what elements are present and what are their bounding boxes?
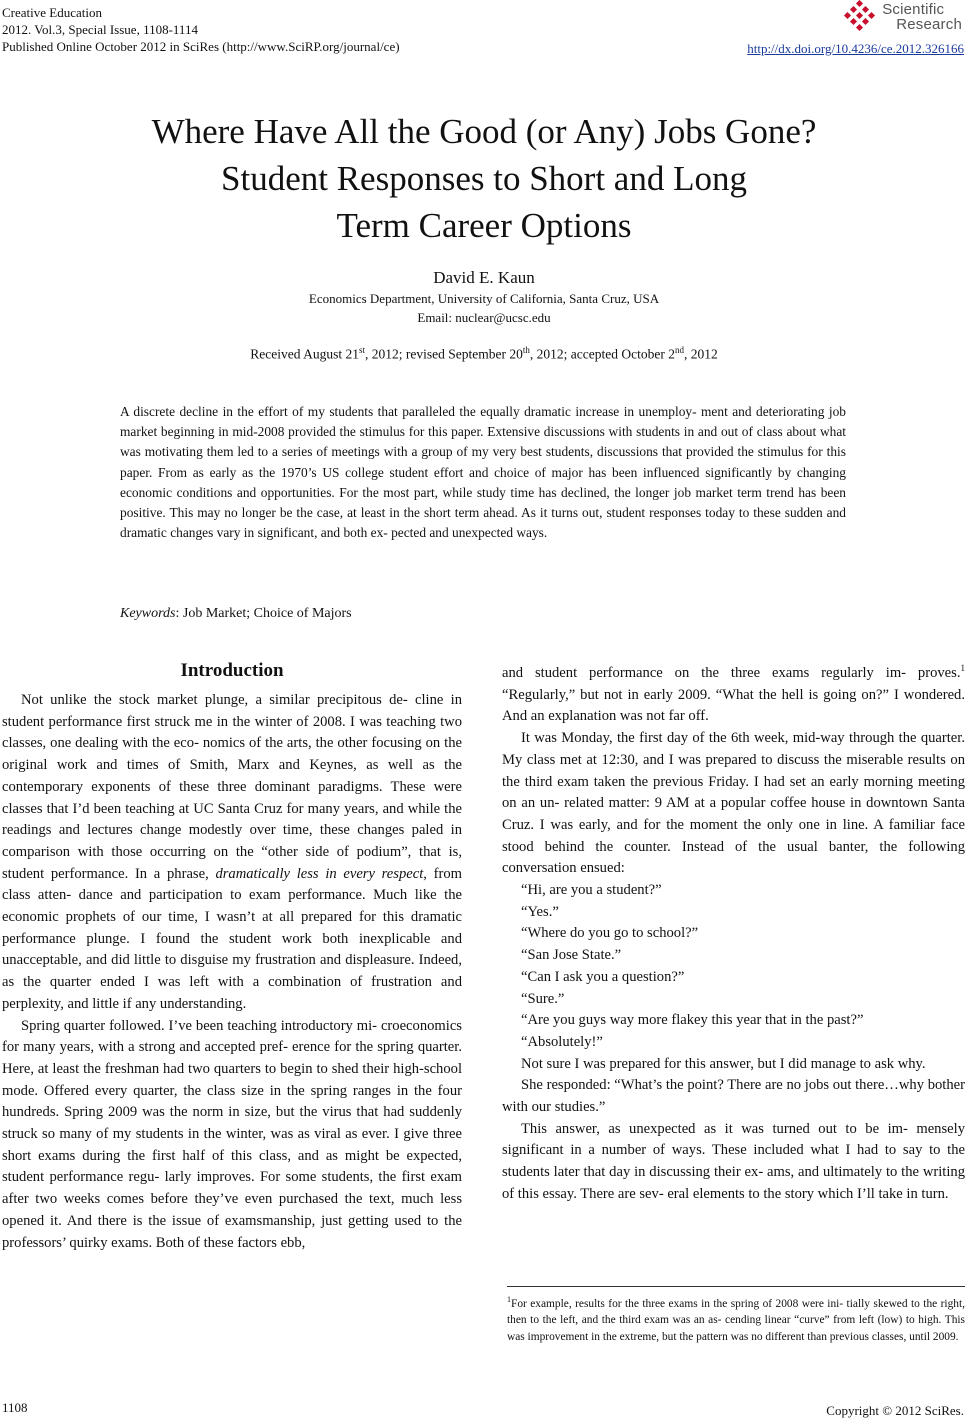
paragraph: Spring quarter followed. I’ve been teaching introductory mi- croeconomics for many years, with a strong and accepted pref- erence for the spring quarter. Here, at least the freshman had two quarters to begin to shed their high-school mode. Offered every quarter, the class size in the spring ranges in the four hundreds. Spring 2009 was the norm in size, but the virus that had suddenly struck so many of my students in the winter, was as viral as ever. I give three short exams during the first half of this class, and as might be expected, student performance regu- larly improves. For some students, the first exam after two weeks comes before they’ve even purchased the text, much less opened it. And there is the issue of examsmanship, just getting used to the professors’ quirky exams. Both of these factors ebb, [2, 1017, 462, 1251]
logo-wordmark [882, 2, 962, 32]
paragraph-text: and student performance on the three exams regularly im- proves. [502, 665, 961, 681]
scientific-research-logo [842, 0, 962, 34]
title-line-3: Term Career Options [336, 206, 632, 245]
publication-info: Published Online October 2012 in SciRes (http://www.SciRP.org/journal/ce) [2, 39, 400, 54]
paragraph [2, 690, 462, 1016]
dialogue-line: “Absolutely!” [521, 1033, 603, 1050]
footnote-ref[interactable]: 1 [960, 663, 965, 674]
footnote [507, 1292, 965, 1346]
logo-diamond-icon [842, 0, 878, 34]
dialogue-line: “Can I ask you a question?” [521, 968, 685, 985]
right-column [502, 663, 965, 1206]
doi-link[interactable]: http://dx.doi.org/10.4236/ce.2012.326166 [747, 41, 964, 56]
keywords-label: Keywords [120, 606, 176, 621]
paragraph-text: Not unlike the stock market plunge, a similar precipitous de- cline in student performance first struck me in the winter of 2008. I was teaching two classes, one dealing with the eco- nomics of the arts, the other focusing on the original work and times of Smith, Marx and Keynes, as well as the contemporary exponents of these three dominant paradigms. These were classes that I’d been teaching at UC Santa Cruz for many years, and while the readings and lectures change modestly over time, these changes paled in comparison with those occurring on the “other side of podium”, that is, student performance. In a phrase, [2, 692, 462, 882]
dialogue-line: “Where do you go to school?” [521, 925, 699, 942]
dialogue-line: “Are you guys way more flakey this year that in the past?” [521, 1012, 864, 1029]
doi-link-container [747, 41, 964, 57]
keywords-list: : Job Market; Choice of Majors [175, 606, 352, 621]
author-affiliation: Economics Department, University of California, Santa Cruz, USA [308, 291, 660, 306]
footnote-text: For example, results for the three exams in the spring of 2008 were ini- tially skewed to the right, then to the left, and the third exam was an as- cending linear “curve” from left (low) to high. This was improvement in the extreme, but the pattern was no different than previous classes, until 2009. [507, 1297, 965, 1343]
journal-issue: 2012. Vol.3, Special Issue, 1108-1114 [2, 22, 198, 37]
paragraph [502, 663, 965, 728]
title-line-1: Where Have All the Good (or Any) Jobs Gone? [151, 112, 817, 151]
left-column [2, 657, 462, 1254]
author-email: Email: nuclear@ucsc.edu [417, 310, 551, 325]
footnote-divider [507, 1286, 965, 1287]
dialogue-line: “Yes.” [521, 903, 559, 920]
paragraph: Not sure I was prepared for this answer, but I did manage to ask why. [521, 1055, 926, 1072]
journal-header [2, 4, 400, 55]
emphasis-text: dramatically less in every respect [215, 865, 424, 882]
paragraph-text: , from class atten- dance and participation to exam performance. Much like the economic prophets of our time, I wasn’t at all prepared for this dramatic performance plunge. I found the student work both inexplicable and unacceptable, and did little to disguise my frustration and displeasure. Indeed, as the quarter ended I was left with a combination of frustration and perplexity, and little if any understanding. [2, 865, 463, 1012]
copyright: Copyright © 2012 SciRes. [826, 1403, 964, 1418]
date-accepted: , 2012; accepted October 2 [529, 346, 675, 362]
date-revised: , 2012; revised September 20 [365, 346, 523, 362]
date-end: , 2012 [683, 346, 718, 362]
logo-line-2: Research [896, 16, 962, 33]
title-line-2: Student Responses to Short and Long [221, 159, 747, 198]
logo-line-1: Scientific [882, 1, 945, 18]
submission-dates [0, 345, 968, 363]
date-accepted-sup: nd [674, 345, 684, 355]
dialogue-line: “Hi, are you a student?” [521, 882, 662, 899]
paper-title [0, 108, 968, 249]
date-received: Received August 21 [250, 346, 360, 362]
paragraph-text: “Regularly,” but not in early 2009. “What the hell is going on?” I wondered. And an explanation was not far off. [502, 686, 965, 725]
abstract: A discrete decline in the effort of my students that paralleled the equally dramatic increase in unemploy- ment and deteriorating job market beginning in mid-2008 provided the stimulus for this paper. Extensive discussions with students in and out of class about what was motivating them led to a series of meetings with a group of my very best students, discussions that provided the stimulus for this paper. From as early as the 1970’s US college student effort and choice of major has been influenced significantly by changing economic conditions and opportunities. For the most part, while study time has declined, the longer job market term trend has been positive. This may no longer be the case, at least in the short term ahead. As it turns out, student responses today to these sudden and dramatic changes vary in significant, and both ex- pected and unexpected ways. [120, 404, 846, 541]
author-name: David E. Kaun [433, 268, 535, 287]
paragraph: This answer, as unexpected as it was turned out to be im- mensely significant in a number of ways. These included what I had to say to the students later that day in discussing their ex- ams, and ultimately to the writing of this essay. There are sev- eral elements to the story which I’ll take in turn. [502, 1120, 965, 1202]
paragraph: She responded: “What’s the point? There are no jobs out there…why bother with our studies.” [502, 1077, 965, 1116]
journal-name: Creative Education [2, 5, 102, 20]
keywords [120, 606, 352, 622]
date-revised-sup: th [522, 345, 530, 355]
footnote-marker: 1 [507, 1295, 511, 1304]
date-received-sup: st [359, 345, 366, 355]
dialogue-line: “San Jose State.” [521, 947, 622, 964]
paragraph: It was Monday, the first day of the 6th week, mid-way through the quarter. My class met at 12:30, and I was prepared to discuss the miserable results on the third exam taken the previous Friday. I had set an early morning meeting on an un- related matter: 9 AM at a popular coffee house in downtown Santa Cruz. I was early, and for the moment the only one in line. A familiar face stood behind the counter. Instead of the usual banter, the following conversation ensued: [502, 730, 965, 877]
section-title: Introduction [180, 660, 284, 681]
page-number: 1108 [2, 1400, 28, 1415]
dialogue-line: “Sure.” [521, 990, 565, 1007]
